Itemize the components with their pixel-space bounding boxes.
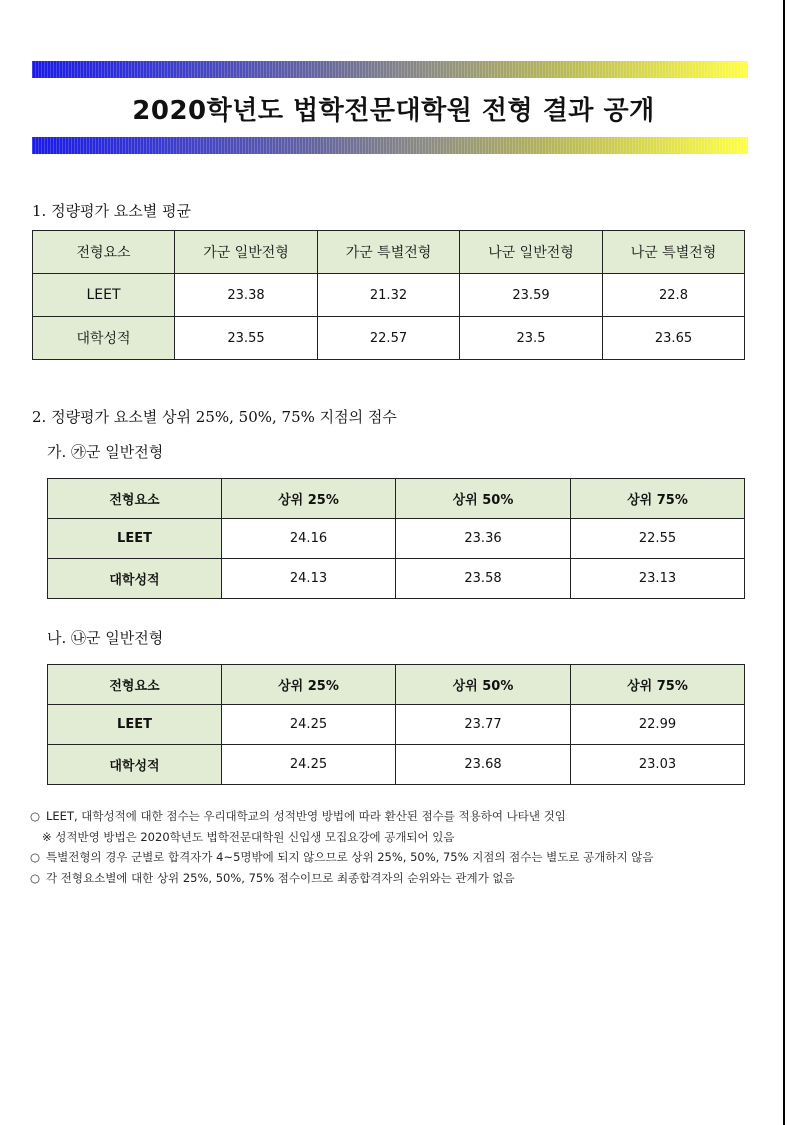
table-cell: 23.77	[396, 705, 571, 745]
table-row	[48, 745, 745, 785]
note-text: 각 전형요소별에 대한 상위 25%, 50%, 75% 점수이므로 최종합격자의 순위와는 관계가 없음	[46, 870, 515, 885]
table-cell: 21.32	[318, 274, 460, 317]
table-cell: 24.13	[222, 559, 396, 599]
table-cell: 23.55	[175, 317, 318, 360]
table-row	[33, 317, 745, 360]
circle-bullet-icon: ○	[30, 850, 41, 864]
average-score-table	[32, 230, 745, 360]
title-bottom-gradient-bar	[32, 137, 748, 154]
row-label-cell: 대학성적	[33, 317, 175, 360]
group-b-percentile-table	[47, 664, 745, 785]
note-item	[30, 847, 780, 868]
table-header-cell: 가군 일반전형	[175, 231, 318, 274]
row-label-cell: 대학성적	[48, 559, 222, 599]
note-subitem	[30, 827, 780, 848]
table-header-cell: 상위 75%	[571, 665, 745, 705]
table-cell: 23.13	[571, 559, 745, 599]
note-item	[30, 868, 780, 889]
table-row	[33, 274, 745, 317]
table-cell: 23.65	[603, 317, 745, 360]
note-text: LEET, 대학성적에 대한 점수는 우리대학교의 성적반영 방법에 따라 환산된 점수를 적용하여 나타낸 것임	[46, 809, 566, 823]
table-header-row	[48, 665, 745, 705]
table-cell: 22.99	[571, 705, 745, 745]
circle-bullet-icon: ○	[30, 870, 41, 885]
table-cell: 23.68	[396, 745, 571, 785]
table-cell: 22.8	[603, 274, 745, 317]
note-text: ※ 성적반영 방법은 2020학년도 법학전문대학원 신입생 모집요강에 공개되어 있음	[42, 829, 455, 844]
table-header-cell: 가군 특별전형	[318, 231, 460, 274]
table-cell: 23.5	[460, 317, 603, 360]
table-header-cell: 상위 75%	[571, 479, 745, 519]
table-cell: 24.25	[222, 705, 396, 745]
table-header-cell: 상위 25%	[222, 479, 396, 519]
note-text: 특별전형의 경우 군별로 합격자가 4~5명밖에 되지 않으므로 상위 25%, 50%, 75% 지점의 점수는 별도로 공개하지 않음	[46, 850, 654, 864]
table-cell: 23.36	[396, 519, 571, 559]
table-header-cell: 나군 특별전형	[603, 231, 745, 274]
table-header-cell: 전형요소	[48, 479, 222, 519]
table-row	[48, 519, 745, 559]
group-a-percentile-table	[47, 478, 745, 599]
note-item	[30, 806, 780, 827]
table-header-cell: 상위 25%	[222, 665, 396, 705]
row-label-cell: LEET	[33, 274, 175, 317]
table-cell: 24.25	[222, 745, 396, 785]
subsection-a-heading: 가. ㉮군 일반전형	[47, 443, 164, 461]
title-top-gradient-bar	[32, 61, 748, 78]
table-cell: 24.16	[222, 519, 396, 559]
circle-bullet-icon: ○	[30, 809, 41, 823]
table-header-cell: 나군 일반전형	[460, 231, 603, 274]
row-label-cell: LEET	[48, 519, 222, 559]
table-cell: 22.55	[571, 519, 745, 559]
table-cell: 23.03	[571, 745, 745, 785]
table-row	[48, 559, 745, 599]
table-cell: 22.57	[318, 317, 460, 360]
table-header-cell: 전형요소	[33, 231, 175, 274]
page-title: 2020학년도 법학전문대학원 전형 결과 공개	[132, 96, 655, 126]
table-header-cell: 전형요소	[48, 665, 222, 705]
page-right-border	[783, 0, 785, 1125]
table-header-cell: 상위 50%	[396, 665, 571, 705]
section2-heading: 2. 정량평가 요소별 상위 25%, 50%, 75% 지점의 점수	[32, 408, 397, 426]
table-cell: 23.59	[460, 274, 603, 317]
table-cell: 23.58	[396, 559, 571, 599]
table-cell: 23.38	[175, 274, 318, 317]
row-label-cell: 대학성적	[48, 745, 222, 785]
notes-block	[30, 806, 780, 888]
table-header-row	[33, 231, 745, 274]
subsection-b-heading: 나. ㉯군 일반전형	[47, 629, 164, 647]
section1-heading: 1. 정량평가 요소별 평균	[32, 202, 192, 220]
table-row	[48, 705, 745, 745]
table-header-row	[48, 479, 745, 519]
row-label-cell: LEET	[48, 705, 222, 745]
table-header-cell: 상위 50%	[396, 479, 571, 519]
